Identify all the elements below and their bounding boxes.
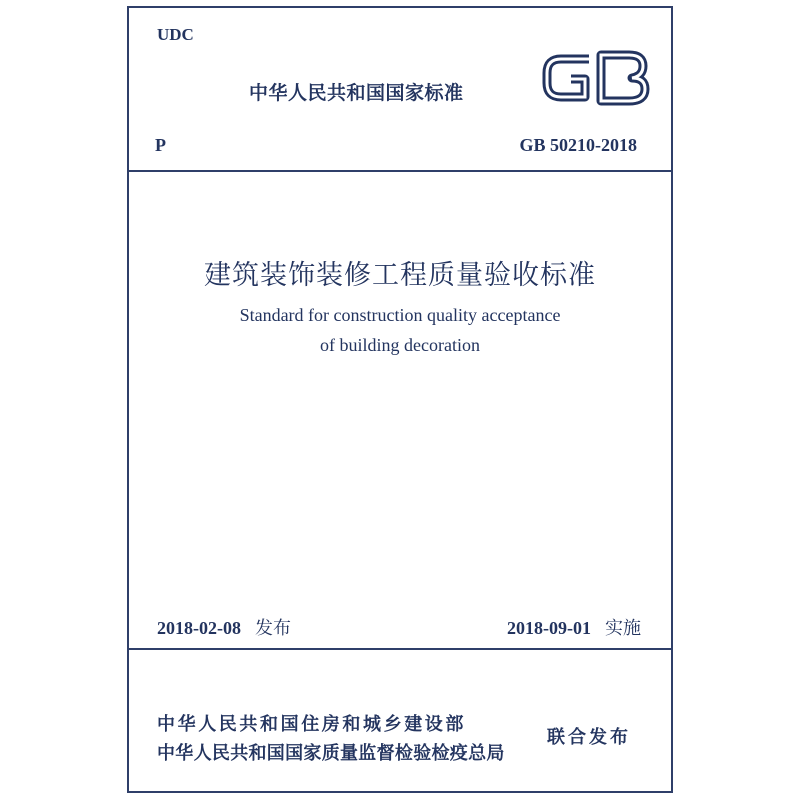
classification-code: P — [155, 135, 166, 155]
series-title: 中华人民共和国国家标准 — [249, 82, 464, 104]
implementation-label: 实施 — [605, 618, 641, 639]
title-english — [129, 300, 671, 360]
publisher-aqsiq: 中华人民共和国国家质量监督检验检疫总局 — [157, 743, 505, 764]
gb-logo — [539, 49, 653, 107]
title-chinese: 建筑装饰装修工程质量验收标准 — [204, 260, 596, 291]
title-english-line-1: Standard for construction quality acceptance — [239, 305, 561, 325]
issue-date: 2018-02-08 — [157, 618, 241, 638]
title-english-line-2: of building decoration — [320, 335, 480, 355]
implementation-date-block — [507, 614, 641, 640]
standard-cover — [127, 6, 673, 793]
issue-label: 发布 — [255, 618, 291, 639]
bottom-divider — [129, 648, 671, 650]
publisher-ministry: 中华人民共和国住房和城乡建设部 — [157, 714, 466, 735]
issue-date-block — [157, 614, 291, 640]
top-divider — [129, 170, 671, 172]
udc-label: UDC — [157, 25, 194, 44]
joint-issue-label: 联合发布 — [547, 727, 631, 748]
standard-number: GB 50210-2018 — [519, 135, 637, 155]
implementation-date: 2018-09-01 — [507, 618, 591, 638]
